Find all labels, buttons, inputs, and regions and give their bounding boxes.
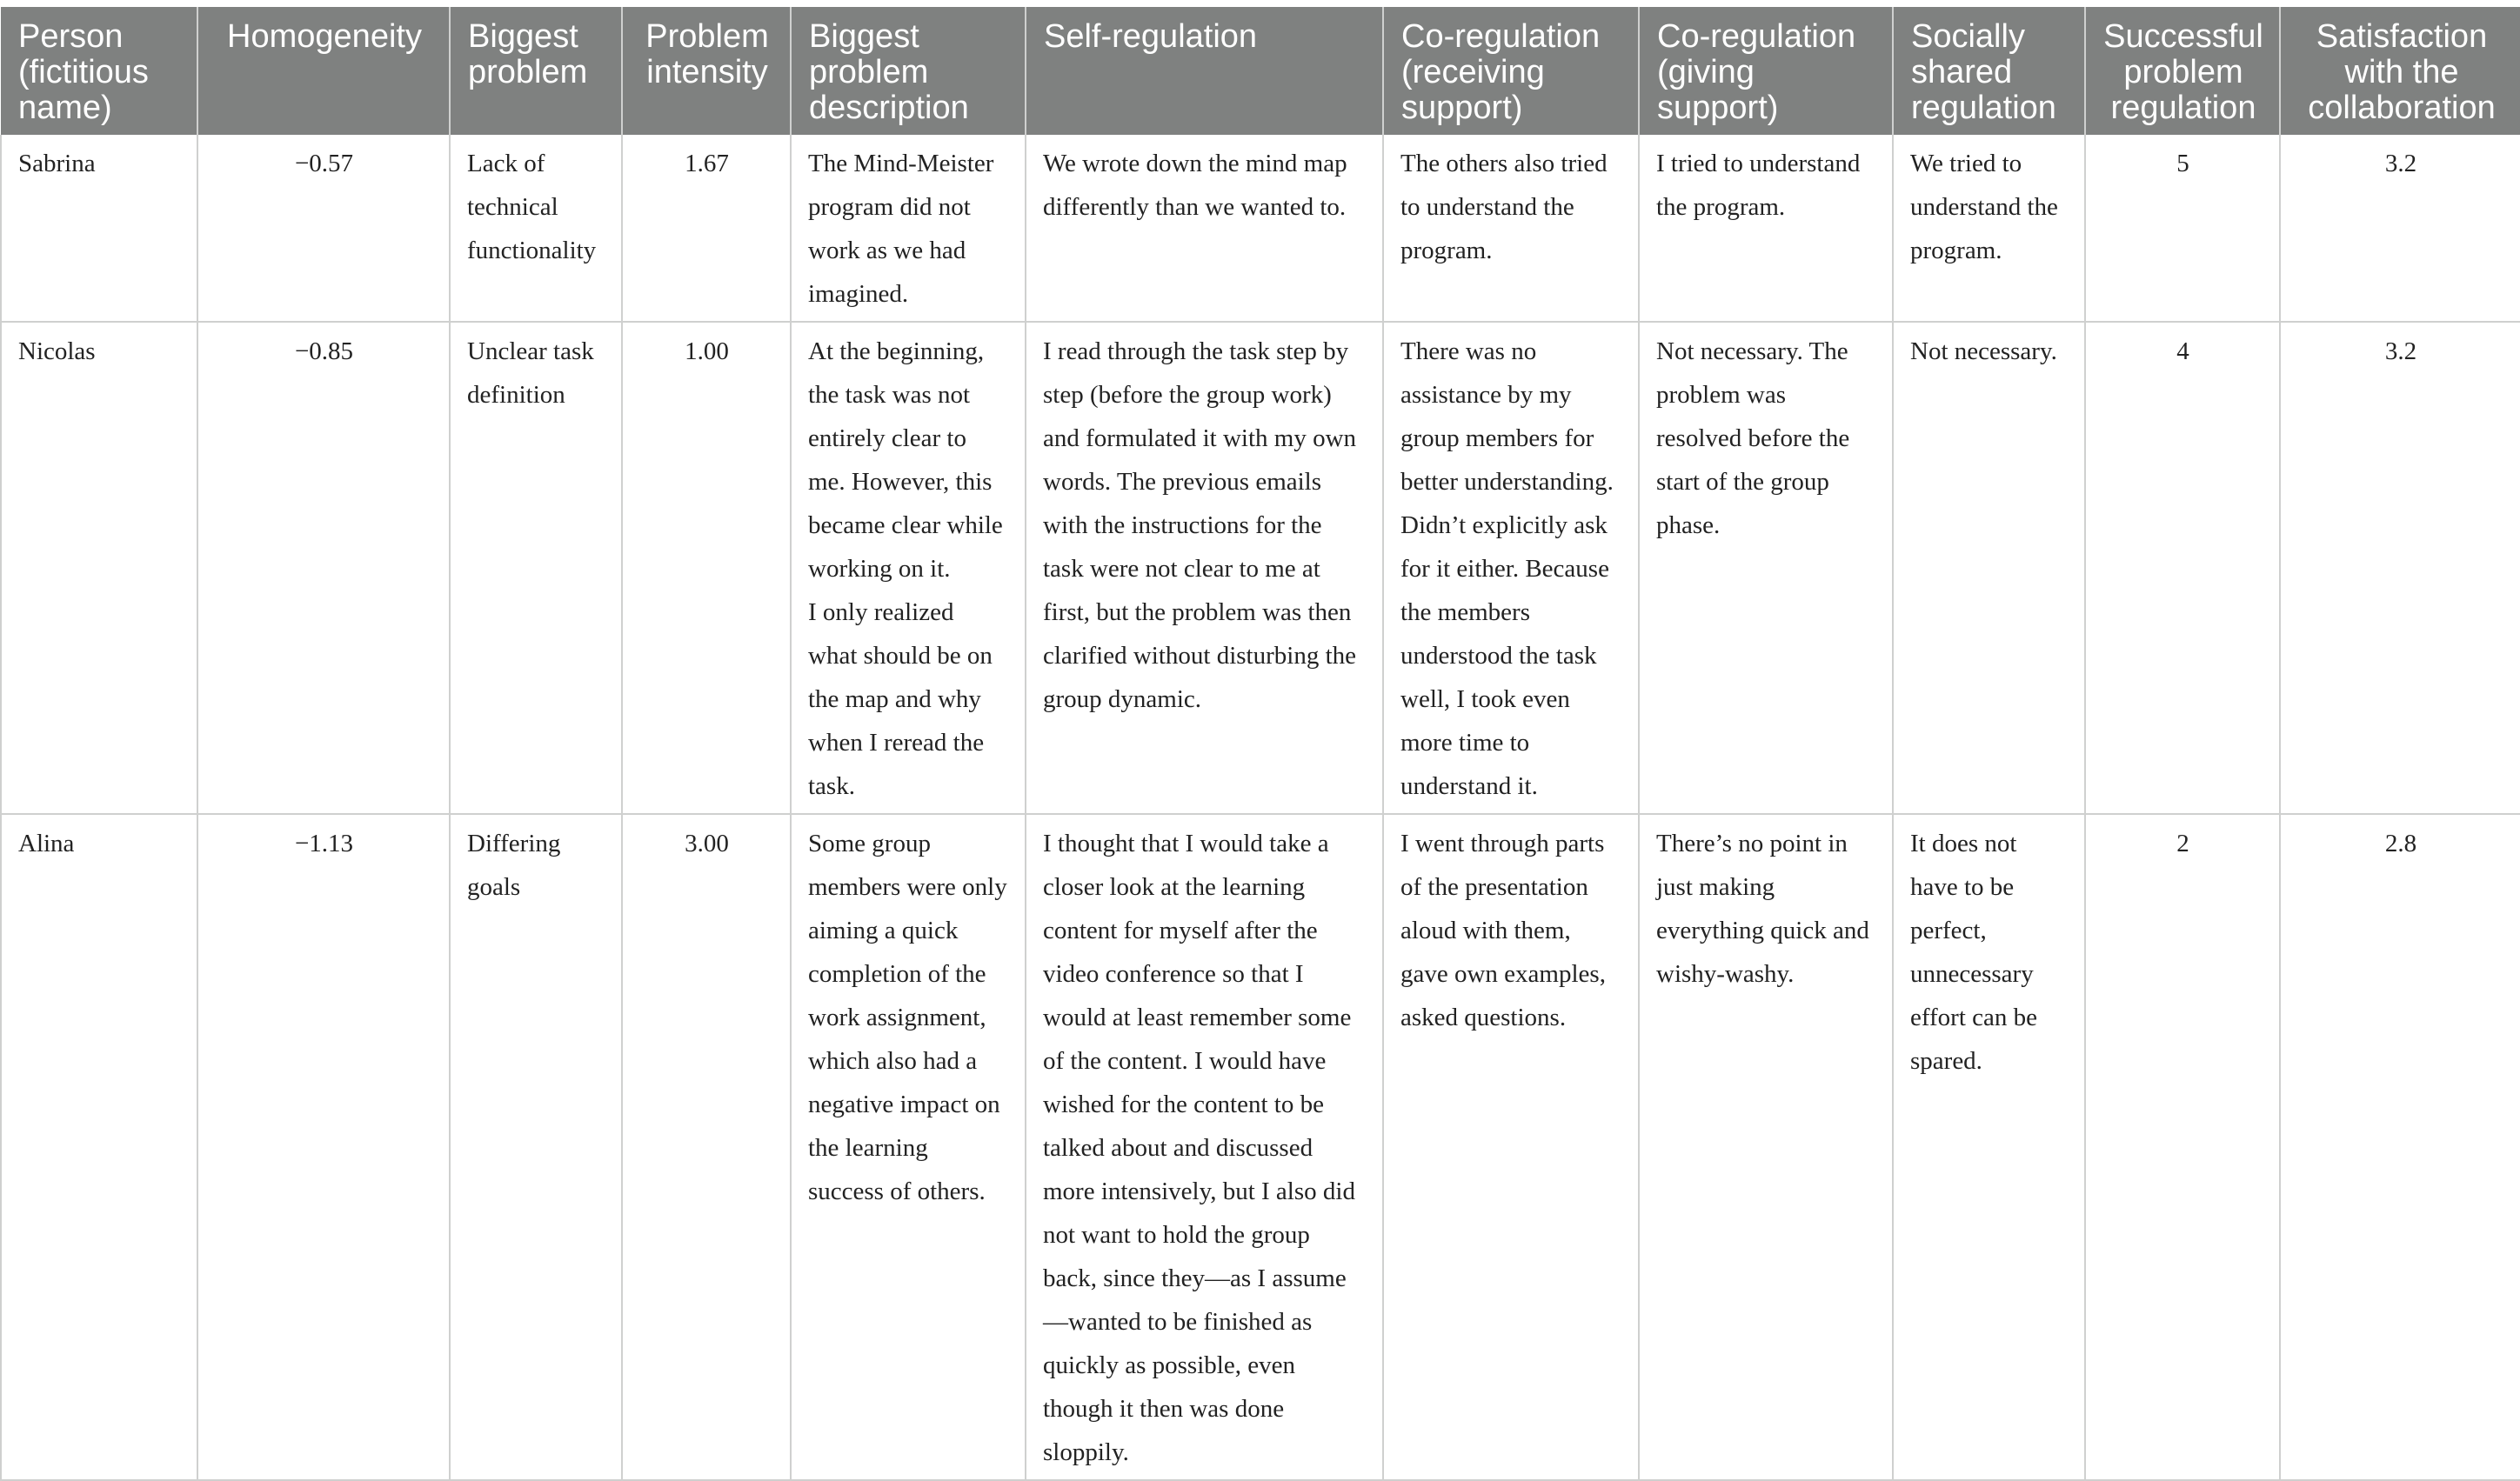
cell-description: [791, 135, 1026, 322]
cell-person: Alina: [1, 814, 197, 1480]
cell-homogeneity: −0.85: [197, 322, 450, 814]
col-header-description: Biggest problem description: [791, 7, 1026, 135]
cell-homogeneity: −1.13: [197, 814, 450, 1480]
cell-paragraph: Not necessary. The problem was resolved before the start of the group phase.: [1656, 337, 1850, 539]
col-header-co-regulation-giving: Co-regulation (giving support): [1639, 7, 1893, 135]
col-header-successful-regulation: Successful problem regulation: [2085, 7, 2280, 135]
cell-homogeneity: −0.57: [197, 135, 450, 322]
cell-co-regulation-giving: [1639, 814, 1893, 1480]
cell-socially-shared: [1893, 814, 2085, 1480]
cell-paragraph: The others also tried to understand the program.: [1400, 150, 1608, 264]
cell-socially-shared: [1893, 135, 2085, 322]
cell-person: Sabrina: [1, 135, 197, 322]
cell-satisfaction: 3.2: [2280, 322, 2520, 814]
cell-person: Nicolas: [1, 322, 197, 814]
cell-co-regulation-giving: [1639, 135, 1893, 322]
cell-problem-intensity: 1.00: [622, 322, 791, 814]
col-header-self-regulation: Self-regulation: [1026, 7, 1383, 135]
cell-biggest-problem: Lack of technical functionality: [450, 135, 622, 322]
cell-paragraph: I went through parts of the presentation aloud with them, gave own examples, asked questions.: [1400, 830, 1606, 1031]
cell-self-regulation: [1026, 814, 1383, 1480]
table-row: [1, 814, 2520, 1480]
table-row: [1, 135, 2520, 322]
cell-paragraph: I tried to understand the program.: [1656, 150, 1861, 221]
cell-successful-regulation: 5: [2085, 135, 2280, 322]
cell-successful-regulation: 2: [2085, 814, 2280, 1480]
cell-paragraph: We tried to understand the program.: [1910, 150, 2058, 264]
cell-paragraph: At the beginning, the task was not entirely clear to me. However, this became clear while working on it.: [808, 337, 1003, 583]
col-header-satisfaction: Satisfaction with the collaboration: [2280, 7, 2520, 135]
col-header-homogeneity: Homogeneity: [197, 7, 450, 135]
col-header-person: Person (fictitious name): [1, 7, 197, 135]
cell-paragraph: It does not have to be perfect, unnecessary effort can be spared.: [1910, 830, 2037, 1075]
col-header-biggest-problem: Biggest problem: [450, 7, 622, 135]
cell-successful-regulation: 4: [2085, 322, 2280, 814]
cell-description: [791, 322, 1026, 814]
cell-paragraph: We wrote down the mind map differently than we wanted to.: [1043, 150, 1347, 221]
cell-self-regulation: [1026, 322, 1383, 814]
cell-paragraph: I only realized what should be on the map and why when I reread the task.: [808, 598, 993, 800]
col-header-problem-intensity: Problem intensity: [622, 7, 791, 135]
cell-satisfaction: 3.2: [2280, 135, 2520, 322]
cell-paragraph: Some group members were only aiming a quick completion of the work assignment, which also had a negative impact on the learning success of others.: [808, 830, 1007, 1205]
cell-paragraph: I read through the task step by step (before the group work) and formulated it with my own words. The previous emails with the instructions for the task were not clear to me at first, but the problem was then clarified without disturbing the group dynamic.: [1043, 337, 1357, 713]
col-header-co-regulation-receiving: Co-regulation (receiving support): [1383, 7, 1639, 135]
cell-satisfaction: 2.8: [2280, 814, 2520, 1480]
results-table: [0, 7, 2520, 1481]
cell-socially-shared: [1893, 322, 2085, 814]
cell-paragraph: The Mind-Meister program did not work as we had imagined.: [808, 150, 994, 308]
cell-self-regulation: [1026, 135, 1383, 322]
cell-description: [791, 814, 1026, 1480]
cell-co-regulation-receiving: [1383, 322, 1639, 814]
cell-co-regulation-giving: [1639, 322, 1893, 814]
cell-biggest-problem: Unclear task definition: [450, 322, 622, 814]
cell-co-regulation-receiving: [1383, 814, 1639, 1480]
header-row: [1, 7, 2520, 135]
cell-problem-intensity: 3.00: [622, 814, 791, 1480]
cell-problem-intensity: 1.67: [622, 135, 791, 322]
cell-co-regulation-receiving: [1383, 135, 1639, 322]
cell-paragraph: I thought that I would take a closer look at the learning content for myself after the video conference so that I would at least remember some of the content. I would have wished for the content to be talked about and discussed more intensively, but I also did not want to hold the group back, since they—as I assume—wanted to be finished as quickly as possible, even though it then was done sloppily.: [1043, 830, 1355, 1466]
cell-paragraph: Not necessary.: [1910, 337, 2057, 365]
table-row: [1, 322, 2520, 814]
cell-paragraph: There’s no point in just making everything quick and wishy-washy.: [1656, 830, 1869, 988]
cell-biggest-problem: Differing goals: [450, 814, 622, 1480]
cell-paragraph: There was no assistance by my group members for better understanding. Didn’t explicitly ask for it either. Because the members understood the task well, I took even more time to understand it.: [1400, 337, 1614, 800]
col-header-socially-shared: Socially shared regulation: [1893, 7, 2085, 135]
